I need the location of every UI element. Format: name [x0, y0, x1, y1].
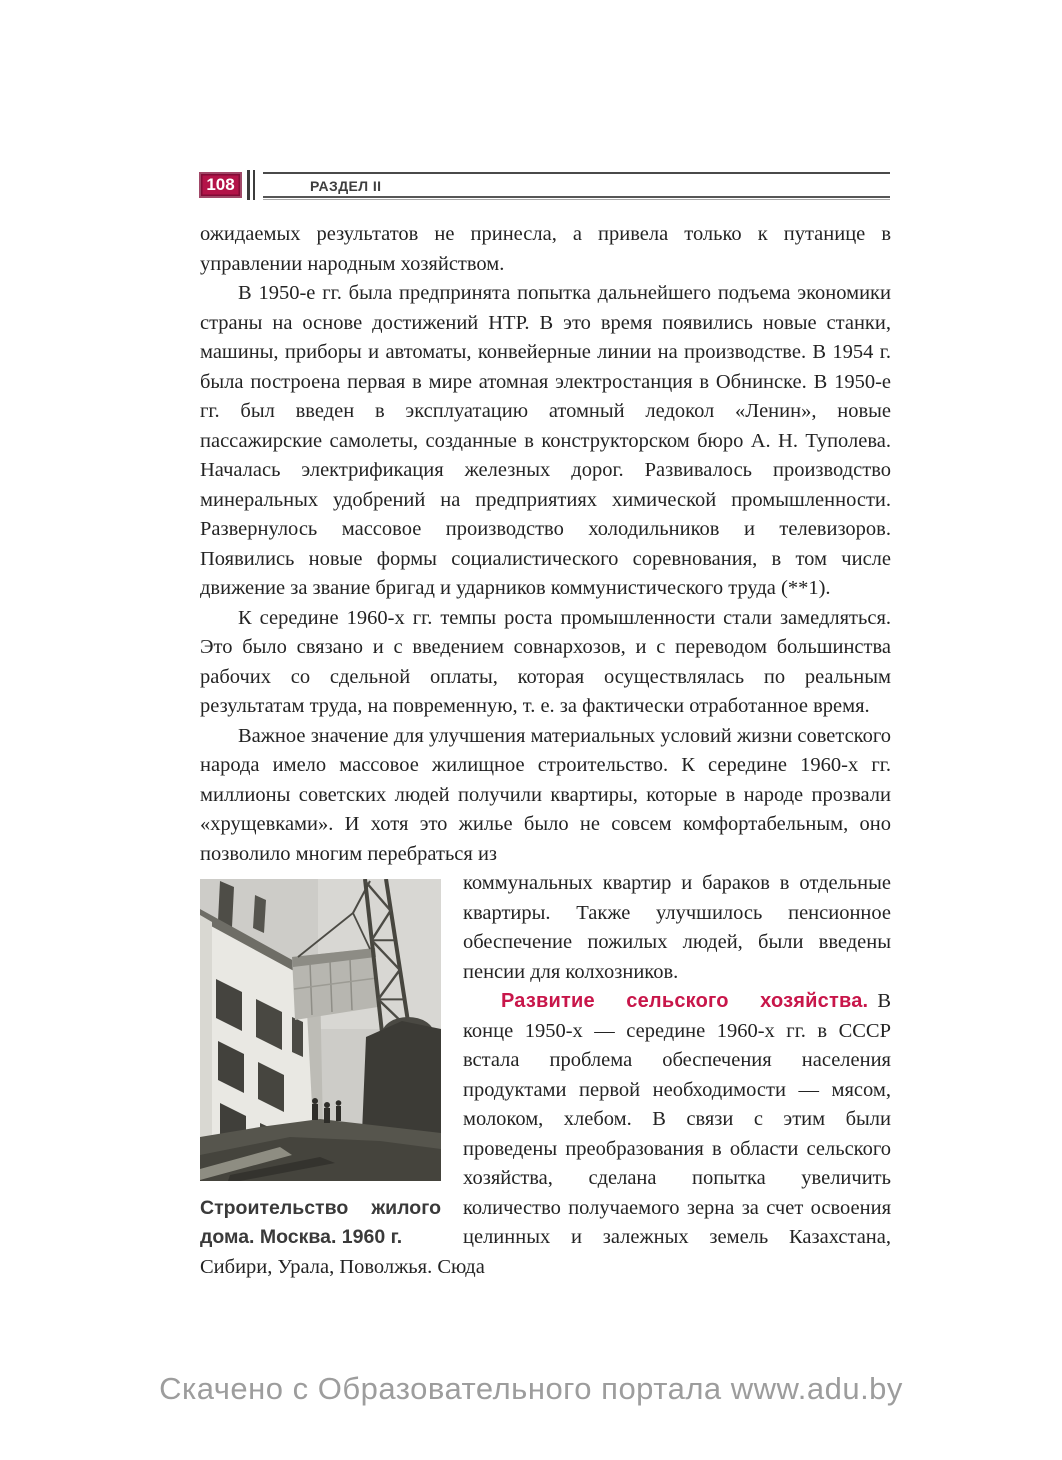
paragraph-industry-slowdown: К середине 1960-х гг. темпы роста промышленности стали замедляться. Это было связано и с введением совнархозов, и с переводом большинства рабочих со сдельной оплаты, которая осуществлялась по реальным результатам труда, на повременную, т. е. за фактически отработанное время.: [200, 606, 891, 717]
photo-text-wrap: [200, 869, 891, 1282]
header-rule-bottom: [263, 196, 890, 200]
subheading-body-text: В конце 1950-х — середине 1960-х гг. в СССР встала проблема обеспечения населения продуктами первой необходимости — мясом, молоком, хлебом. В связи с этим были проведены преобразования в области сельского хозяйства, сделана попытка увеличить количество получаемого зерна за счет освоения целинных и залежных земель Казахстана, Сибири, Урала, Поволжья. Сюда: [200, 990, 891, 1278]
paragraph-housing-continuation: коммунальных квартир и бараков в отдельные квартиры. Также улучшилось пенсионное обеспечение пожилых людей, были введены пенсии для колхозников.: [463, 872, 891, 983]
page-number-badge: 108: [199, 172, 242, 198]
construction-photo-figure: [200, 879, 441, 1252]
page-body: [200, 220, 891, 1282]
header-rule: [263, 172, 890, 198]
inline-subheading-agriculture: Развитие сельского хозяйства.: [501, 990, 869, 1012]
paragraph-1950s-industry: В 1950-е гг. была предпринята попытка дальнейшего подъема экономики страны на основе достижений НТР. В это время появились новые станки, машины, приборы и автоматы, конвейерные линии на производстве. В 1954 г. была построена первая в мире атомная электростанция в Обнинске. В 1950-е гг. был введен в эксплуатацию атомный ледокол «Ленин», новые пассажирские самолеты, созданные в конструкторском бюро А. Н. Туполева. Началась электрификация железных дорог. Развивалось производство минеральных удобрений на предприятиях химической промышленности. Развернулось массовое производство холодильников и телевизоров. Появились новые формы социалистического соревнования, в том числе движение за звание бригад и ударников коммунистического труда (**1).: [200, 282, 891, 599]
header-divider-bars: [246, 172, 256, 198]
construction-photo: [200, 879, 441, 1181]
photo-caption: Строительство жилого дома. Москва. 1960 г.: [200, 1197, 441, 1248]
header-rule-top: [263, 172, 890, 174]
watermark-text: Скачено с Образовательного портала www.adu.by: [159, 1371, 903, 1406]
section-label: РАЗДЕЛ II: [310, 178, 382, 194]
paragraph-carryover: ожидаемых результатов не принесла, а привела только к путанице в управлении народным хозяйством.: [200, 223, 891, 275]
page-header: [199, 172, 890, 198]
paragraph-housing: Важное значение для улучшения материальных условий жизни советского народа имело массовое жилищное строительство. К середине 1960-х гг. миллионы советских людей получили квартиры, которые в народе прозвали «хрущевками». И хотя это жилье было не совсем комфортабельным, оно позволило многим перебраться из: [200, 724, 891, 865]
